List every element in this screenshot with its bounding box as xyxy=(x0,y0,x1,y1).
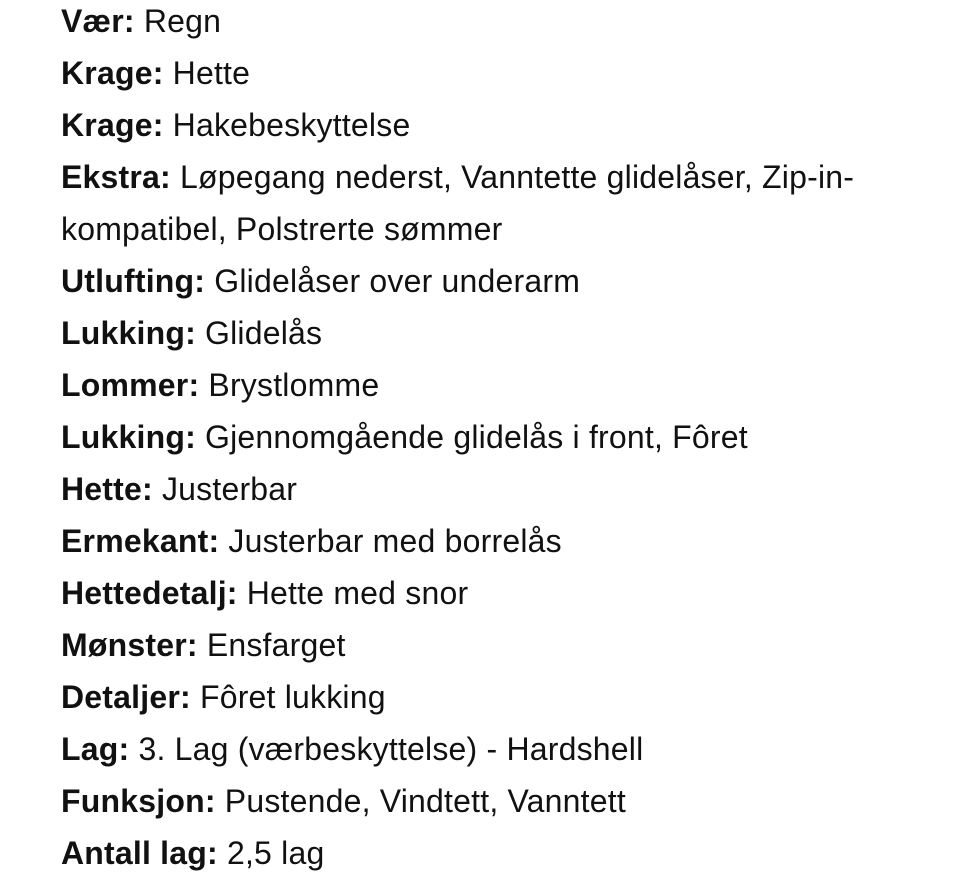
spec-value: Justerbar xyxy=(161,471,298,507)
spec-label: Ermekant: xyxy=(61,523,220,559)
spec-label: Funksjon: xyxy=(61,783,216,819)
product-spec-list xyxy=(61,0,921,879)
spec-label: Hette: xyxy=(61,471,153,507)
spec-value: Justerbar med borrelås xyxy=(228,523,562,559)
spec-label: Mønster: xyxy=(61,627,198,663)
spec-row-hood xyxy=(61,463,921,515)
spec-value: Hette xyxy=(172,55,251,91)
spec-value: Hakebeskyttelse xyxy=(172,107,411,143)
spec-value: Ensfarget xyxy=(206,627,346,663)
spec-label: Vær: xyxy=(61,3,135,39)
spec-row-weather xyxy=(61,0,921,47)
spec-row-collar xyxy=(61,47,921,99)
spec-label: Lukking: xyxy=(61,419,196,455)
spec-row-pockets xyxy=(61,359,921,411)
spec-label: Hettedetalj: xyxy=(61,575,238,611)
spec-value: Pustende, Vindtett, Vanntett xyxy=(224,783,626,819)
spec-row-layer xyxy=(61,723,921,775)
spec-value: Fôret lukking xyxy=(199,679,386,715)
spec-row-details xyxy=(61,671,921,723)
spec-row-extra xyxy=(61,151,861,255)
spec-label: Krage: xyxy=(61,107,164,143)
spec-row-closure xyxy=(61,307,921,359)
spec-row-pattern xyxy=(61,619,921,671)
spec-row-hood-detail xyxy=(61,567,921,619)
spec-row-closure-2 xyxy=(61,411,921,463)
spec-label: Antall lag: xyxy=(61,835,218,871)
spec-row-ventilation xyxy=(61,255,921,307)
spec-value: 3. Lag (værbeskyttelse) - Hardshell xyxy=(138,731,644,767)
spec-row-collar-2 xyxy=(61,99,921,151)
spec-label: Lukking: xyxy=(61,315,196,351)
spec-value: Brystlomme xyxy=(208,367,380,403)
spec-row-function xyxy=(61,775,921,827)
spec-value: Gjennomgående glidelås i front, Fôret xyxy=(205,419,748,455)
spec-value: Løpegang nederst, Vanntette glidelåser, Zip-in-kompatibel, Polstrerte sømmer xyxy=(61,159,855,247)
spec-value: Hette med snor xyxy=(246,575,469,611)
spec-value: 2,5 lag xyxy=(226,835,325,871)
spec-label: Ekstra: xyxy=(61,159,171,195)
spec-value: Glidelåser over underarm xyxy=(214,263,581,299)
spec-label: Utlufting: xyxy=(61,263,206,299)
spec-label: Krage: xyxy=(61,55,164,91)
spec-row-layer-count xyxy=(61,827,921,879)
spec-value: Glidelås xyxy=(205,315,323,351)
spec-label: Lommer: xyxy=(61,367,200,403)
spec-value: Regn xyxy=(143,3,222,39)
spec-label: Lag: xyxy=(61,731,130,767)
spec-row-cuff xyxy=(61,515,921,567)
spec-label: Detaljer: xyxy=(61,679,191,715)
